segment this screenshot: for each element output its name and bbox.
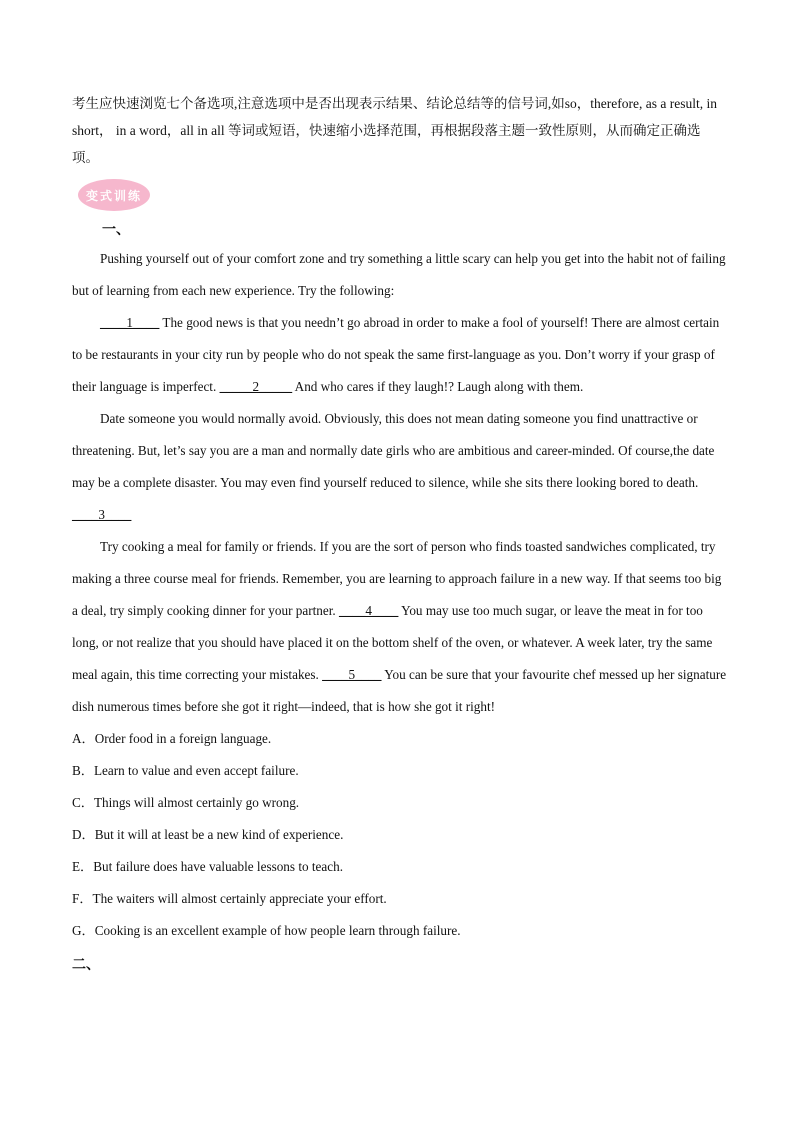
blank-5: ____5____ — [322, 667, 382, 682]
option-f: F．The waiters will almost certainly appreciate your effort. — [72, 891, 387, 906]
passage-paragraph-3 — [72, 403, 727, 531]
document-page — [72, 90, 727, 981]
passage-paragraph-4 — [72, 531, 727, 723]
exercise-badge: 变式训练 — [78, 179, 150, 211]
blank-1: ____1____ — [100, 315, 160, 330]
blank-4: ____4____ — [338, 603, 399, 618]
option-a: A．Order food in a foreign language. — [72, 731, 272, 746]
paragraph-4-text-c: You can be sure that your favourite chef messed up her signature dish numerous times before she got it right—indeed, that is how she got it right! — [72, 667, 727, 714]
blank-3: ____3____ — [72, 507, 132, 522]
passage-paragraph-1: Pushing yourself out of your comfort zone and try something a little scary can help you get into the habit not of failing but of learning from each new experience. Try the following: — [72, 251, 726, 298]
intro-paragraph: 考生应快速浏览七个备选项,注意选项中是否出现表示结果、结论总结等的信号词,如so，therefore, as a result, in short， in a word，all in all 等词或短语，快速缩小选择范围，再根据段落主题一致性原则，从而确定正确选项。 — [72, 96, 717, 165]
paragraph-2-text-a: The good news is that you needn’t go abroad in order to make a fool of yourself! There are almost certain to be restaurants in your city run by people who do not speak the same first-language as you. Don’t worry if your grasp of their language is imperfect. — [72, 315, 720, 394]
option-e: E．But failure does have valuable lessons to teach. — [72, 859, 343, 874]
option-g: G．Cooking is an excellent example of how people learn through failure. — [72, 923, 461, 938]
option-d: D．But it will at least be a new kind of experience. — [72, 827, 344, 842]
answer-options — [72, 723, 727, 947]
option-c: C．Things will almost certainly go wrong. — [72, 795, 300, 810]
paragraph-4-text-a: Try cooking a meal for family or friends. If you are the sort of person who finds toasted sandwiches complicated, try making a three course meal for friends. Remember, you are learning to approach failure in a new way. If that seems too big a deal, try simply cooking dinner for your partner. — [72, 539, 722, 618]
paragraph-3-text: Date someone you would normally avoid. Obviously, this does not mean dating someone you find unattractive or threatening. But, let’s say you are a man and normally date girls who are ambitious and career-minded. Of course,the date may be a complete disaster. You may even find yourself reduced to silence, while she sits there looking bored to death. — [72, 411, 715, 490]
section-heading-1: 一、 — [102, 223, 130, 238]
paragraph-4-text-b: You may use too much sugar, or leave the meat in for too long, or not realize that you should have placed it on the bottom shelf of the oven, or whatever. A week later, try the same meal again, this time correcting your mistakes. — [72, 603, 713, 682]
passage-paragraph-2 — [72, 307, 727, 403]
blank-2: _____2_____ — [219, 379, 293, 394]
paragraph-2-text-b: And who cares if they laugh!? Laugh along with them. — [292, 379, 584, 394]
option-b: B．Learn to value and even accept failure. — [72, 763, 299, 778]
section-heading-2: 二、 — [72, 958, 100, 973]
